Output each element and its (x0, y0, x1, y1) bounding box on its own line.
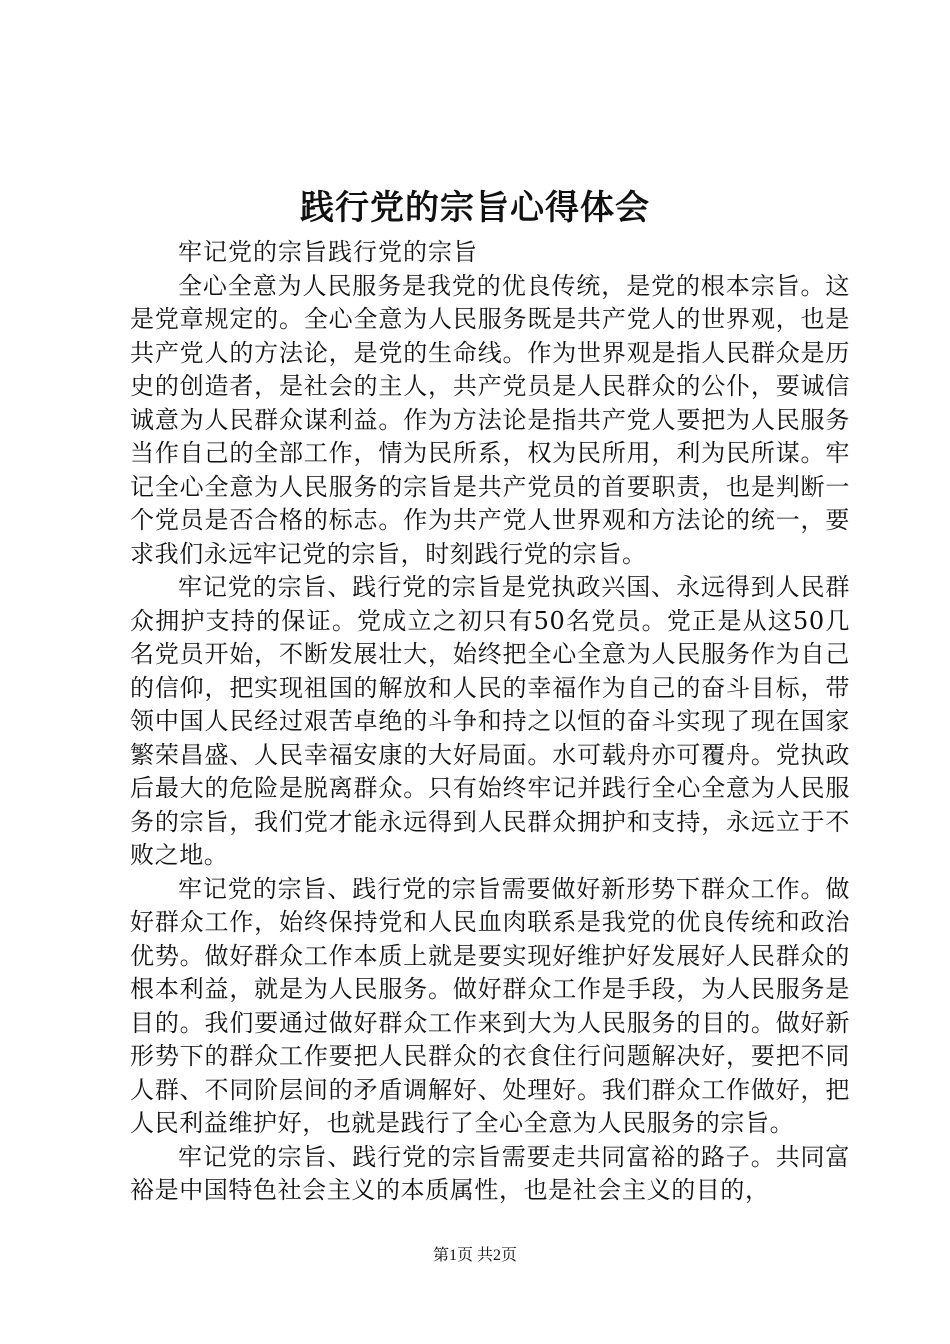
document-title: 践行党的宗旨心得体会 (300, 188, 650, 228)
body-paragraph-3: 牢记党的宗旨、践行党的宗旨需要做好新形势下群众工作。做好群众工作，始终保持党和人民血肉联系是我党的优良传统和政治优势。做好群众工作本质上就是要实现好维护好发展好人民群众的根本利益，就是为人民服务。做好群众工作是手段，为人民服务是目的。我们要通过做好群众工作来到大为人民服务的目的。做好新形势下的群众工作要把人民群众的衣食住行问题解决好，要把不同人群、不同阶层间的矛盾调解好、处理好。我们群众工作做好，把人民利益维护好，也就是践行了全心全意为人民服务的宗旨。 (130, 874, 850, 1137)
body-paragraph-2: 牢记党的宗旨、践行党的宗旨是党执政兴国、永远得到人民群众拥护支持的保证。党成立之初只有50名党员。党正是从这50几名党员开始，不断发展壮大，始终把全心全意为人民服务作为自己的信仰，把实现祖国的解放和人民的幸福作为自己的奋斗目标，带领中国人民经过艰苦卓绝的斗争和持之以恒的奋斗实现了现在国家繁荣昌盛、人民幸福安康的大好局面。水可载舟亦可覆舟。党执政后最大的危险是脱离群众。只有始终牢记并践行全心全意为人民服务的宗旨，我们党才能永远得到人民群众拥护和支持，永远立于不败之地。 (130, 573, 850, 869)
document-body (130, 236, 850, 1208)
subtitle-paragraph: 牢记党的宗旨践行党的宗旨 (178, 238, 478, 266)
body-paragraph-1: 全心全意为人民服务是我党的优良传统，是党的根本宗旨。这是党章规定的。全心全意为人民服务既是共产党人的世界观，也是共产党人的方法论，是党的生命线。作为世界观是指人民群众是历史的创造者，是社会的主人，共产党员是人民群众的公仆，要诚信诚意为人民群众谋利益。作为方法论是指共产党人要把为人民服务当作自己的全部工作，情为民所系，权为民所用，利为民所谋。牢记全心全意为人民服务的宗旨是共产党员的首要职责，也是判断一个党员是否合格的标志。作为共产党人世界观和方法论的统一，要求我们永远牢记党的宗旨，时刻践行党的宗旨。 (130, 271, 850, 568)
body-paragraph-4: 牢记党的宗旨、践行党的宗旨需要走共同富裕的路子。共同富裕是中国特色社会主义的本质属性，也是社会主义的目的， (130, 1142, 850, 1204)
page-footer: 第1页 共2页 (432, 1247, 517, 1264)
